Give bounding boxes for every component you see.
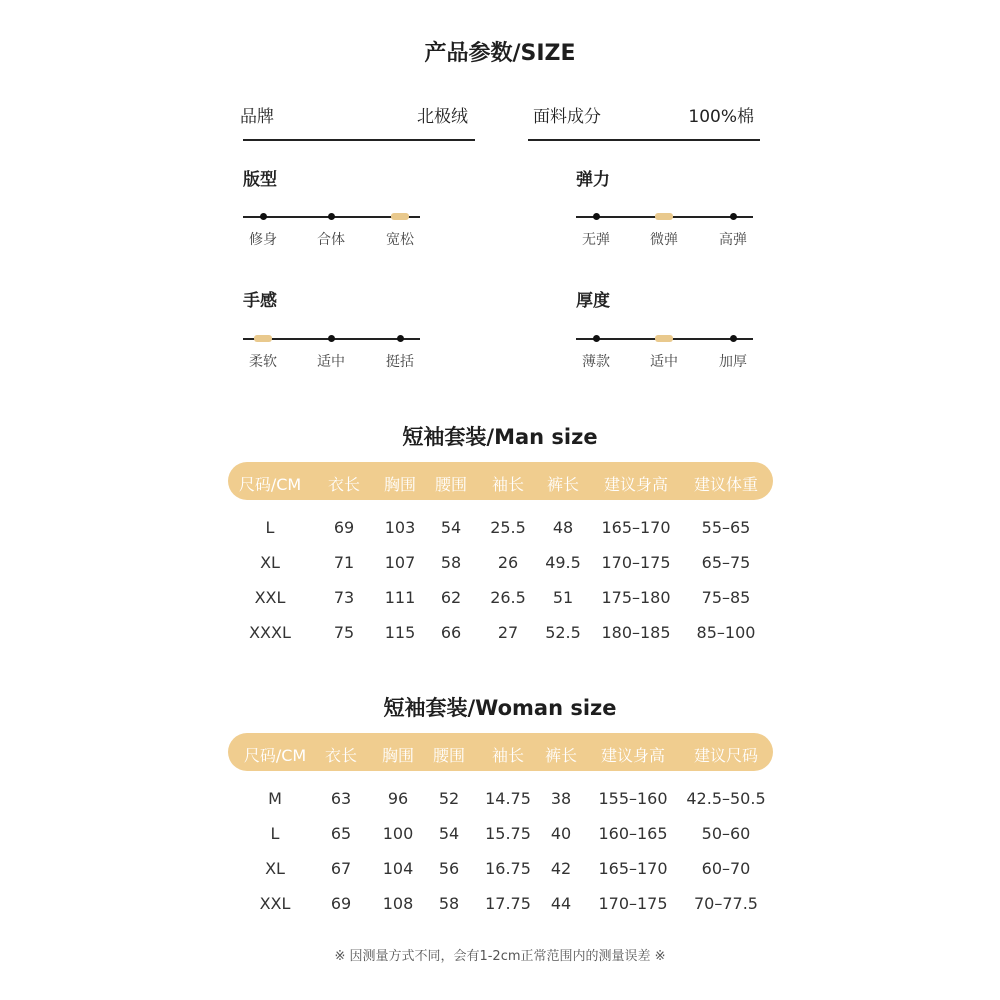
table-cell: 15.75 <box>485 824 531 843</box>
scale-dot <box>593 213 600 220</box>
table-cell: XXL <box>259 894 291 913</box>
table-cell: 58 <box>440 553 462 572</box>
table-cell: 27 <box>497 623 519 642</box>
table-cell: 104 <box>382 859 414 878</box>
fabric-label: 面料成分 <box>533 107 601 127</box>
table-cell: 69 <box>330 894 352 913</box>
table-header-cell: 裤长 <box>546 475 579 494</box>
table-cell: L <box>270 824 280 843</box>
table-cell: 26.5 <box>490 588 526 607</box>
table-cell: 115 <box>384 623 416 642</box>
table-header-cell: 建议体重 <box>693 475 758 494</box>
scale-title: 弹力 <box>576 170 610 190</box>
table-cell: 111 <box>384 588 416 607</box>
table-cell: 52 <box>438 789 460 808</box>
table-header-cell: 尺码/CM <box>243 746 307 765</box>
table-cell: 49.5 <box>545 553 581 572</box>
table-cell: M <box>268 789 282 808</box>
table-header-cell: 建议尺码 <box>693 746 758 765</box>
measurement-note: ※ 因测量方式不同，会有1-2cm正常范围内的测量误差 ※ <box>334 949 666 964</box>
table-cell: L <box>265 518 275 537</box>
scale-option-label: 无弹 <box>582 232 610 248</box>
table-cell: 165–170 <box>598 859 668 878</box>
table-cell: XXXL <box>249 623 291 642</box>
table-cell: 180–185 <box>601 623 671 642</box>
table-cell: 108 <box>382 894 414 913</box>
table-header-cell: 尺码/CM <box>238 475 302 494</box>
table-cell: 70–77.5 <box>694 894 758 913</box>
table-cell: 62 <box>440 588 462 607</box>
brand-value: 北极绒 <box>417 107 468 127</box>
scale-title: 厚度 <box>576 291 610 311</box>
table-cell: 26 <box>497 553 519 572</box>
table-header-cell: 袖长 <box>491 746 524 765</box>
table-header-cell: 裤长 <box>544 746 577 765</box>
table-cell: 71 <box>333 553 355 572</box>
scale-dot <box>730 213 737 220</box>
scale-dot <box>593 335 600 342</box>
scale-option-label: 修身 <box>249 232 277 248</box>
table-cell: 58 <box>438 894 460 913</box>
scale-dot <box>260 213 267 220</box>
table-cell: 38 <box>550 789 572 808</box>
brand-divider <box>243 139 475 141</box>
table-cell: 170–175 <box>601 553 671 572</box>
table-cell: 107 <box>384 553 416 572</box>
table-cell: 67 <box>330 859 352 878</box>
scale-title: 版型 <box>243 170 277 190</box>
scale-option-label: 合体 <box>317 232 345 248</box>
table-cell: 63 <box>330 789 352 808</box>
table-cell: 60–70 <box>701 859 751 878</box>
scale-option-label: 微弹 <box>650 232 678 248</box>
scale-dot <box>328 335 335 342</box>
table-cell: 25.5 <box>490 518 526 537</box>
scale-option-label: 薄款 <box>582 354 610 370</box>
scale-option-label: 挺括 <box>386 354 414 370</box>
table-cell: 51 <box>552 588 574 607</box>
table-cell: 40 <box>550 824 572 843</box>
scale-option-label: 加厚 <box>719 354 747 370</box>
man-size-title: 短袖套装/Man size <box>402 425 598 449</box>
table-header-cell: 胸围 <box>381 746 414 765</box>
table-cell: 85–100 <box>696 623 756 642</box>
scale-option-label: 柔软 <box>249 354 277 370</box>
fabric-value: 100%棉 <box>688 107 754 127</box>
scale-option-label: 适中 <box>650 354 678 370</box>
table-header-cell: 建议身高 <box>603 475 668 494</box>
brand-label: 品牌 <box>240 107 274 127</box>
scale-option-label: 适中 <box>317 354 345 370</box>
table-cell: 65 <box>330 824 352 843</box>
table-header-cell: 衣长 <box>327 475 360 494</box>
table-header-cell: 腰围 <box>434 475 467 494</box>
woman-size-title: 短袖套装/Woman size <box>383 696 617 720</box>
table-cell: 50–60 <box>701 824 751 843</box>
scale-dot <box>397 335 404 342</box>
scale-selected-marker <box>655 335 673 342</box>
table-cell: 42 <box>550 859 572 878</box>
table-cell: 16.75 <box>485 859 531 878</box>
table-cell: 52.5 <box>545 623 581 642</box>
table-cell: 56 <box>438 859 460 878</box>
table-header-cell: 袖长 <box>491 475 524 494</box>
table-cell: 54 <box>440 518 462 537</box>
scale-title: 手感 <box>243 291 277 311</box>
table-cell: 170–175 <box>598 894 668 913</box>
table-cell: 165–170 <box>601 518 671 537</box>
scale-selected-marker <box>254 335 272 342</box>
table-cell: 66 <box>440 623 462 642</box>
table-cell: 175–180 <box>601 588 671 607</box>
table-header-cell: 胸围 <box>383 475 416 494</box>
scale-option-label: 宽松 <box>386 232 414 248</box>
table-cell: 55–65 <box>701 518 751 537</box>
table-cell: 69 <box>333 518 355 537</box>
table-cell: 54 <box>438 824 460 843</box>
table-cell: XXL <box>254 588 286 607</box>
table-cell: 75–85 <box>701 588 751 607</box>
table-cell: 42.5–50.5 <box>686 789 766 808</box>
table-cell: 14.75 <box>485 789 531 808</box>
table-header-cell: 腰围 <box>432 746 465 765</box>
table-cell: 44 <box>550 894 572 913</box>
table-cell: XL <box>260 553 280 572</box>
table-header-cell: 建议身高 <box>600 746 665 765</box>
table-cell: 73 <box>333 588 355 607</box>
table-header-cell: 衣长 <box>324 746 357 765</box>
fabric-divider <box>528 139 760 141</box>
table-cell: 48 <box>552 518 574 537</box>
table-cell: 103 <box>384 518 416 537</box>
table-cell: 100 <box>382 824 414 843</box>
table-cell: XL <box>265 859 285 878</box>
page-title: 产品参数/SIZE <box>424 41 576 66</box>
scale-selected-marker <box>391 213 409 220</box>
scale-option-label: 高弹 <box>719 232 747 248</box>
table-cell: 17.75 <box>485 894 531 913</box>
table-cell: 96 <box>387 789 409 808</box>
table-cell: 160–165 <box>598 824 668 843</box>
scale-dot <box>730 335 737 342</box>
table-cell: 75 <box>333 623 355 642</box>
scale-dot <box>328 213 335 220</box>
table-cell: 65–75 <box>701 553 751 572</box>
scale-selected-marker <box>655 213 673 220</box>
table-cell: 155–160 <box>598 789 668 808</box>
